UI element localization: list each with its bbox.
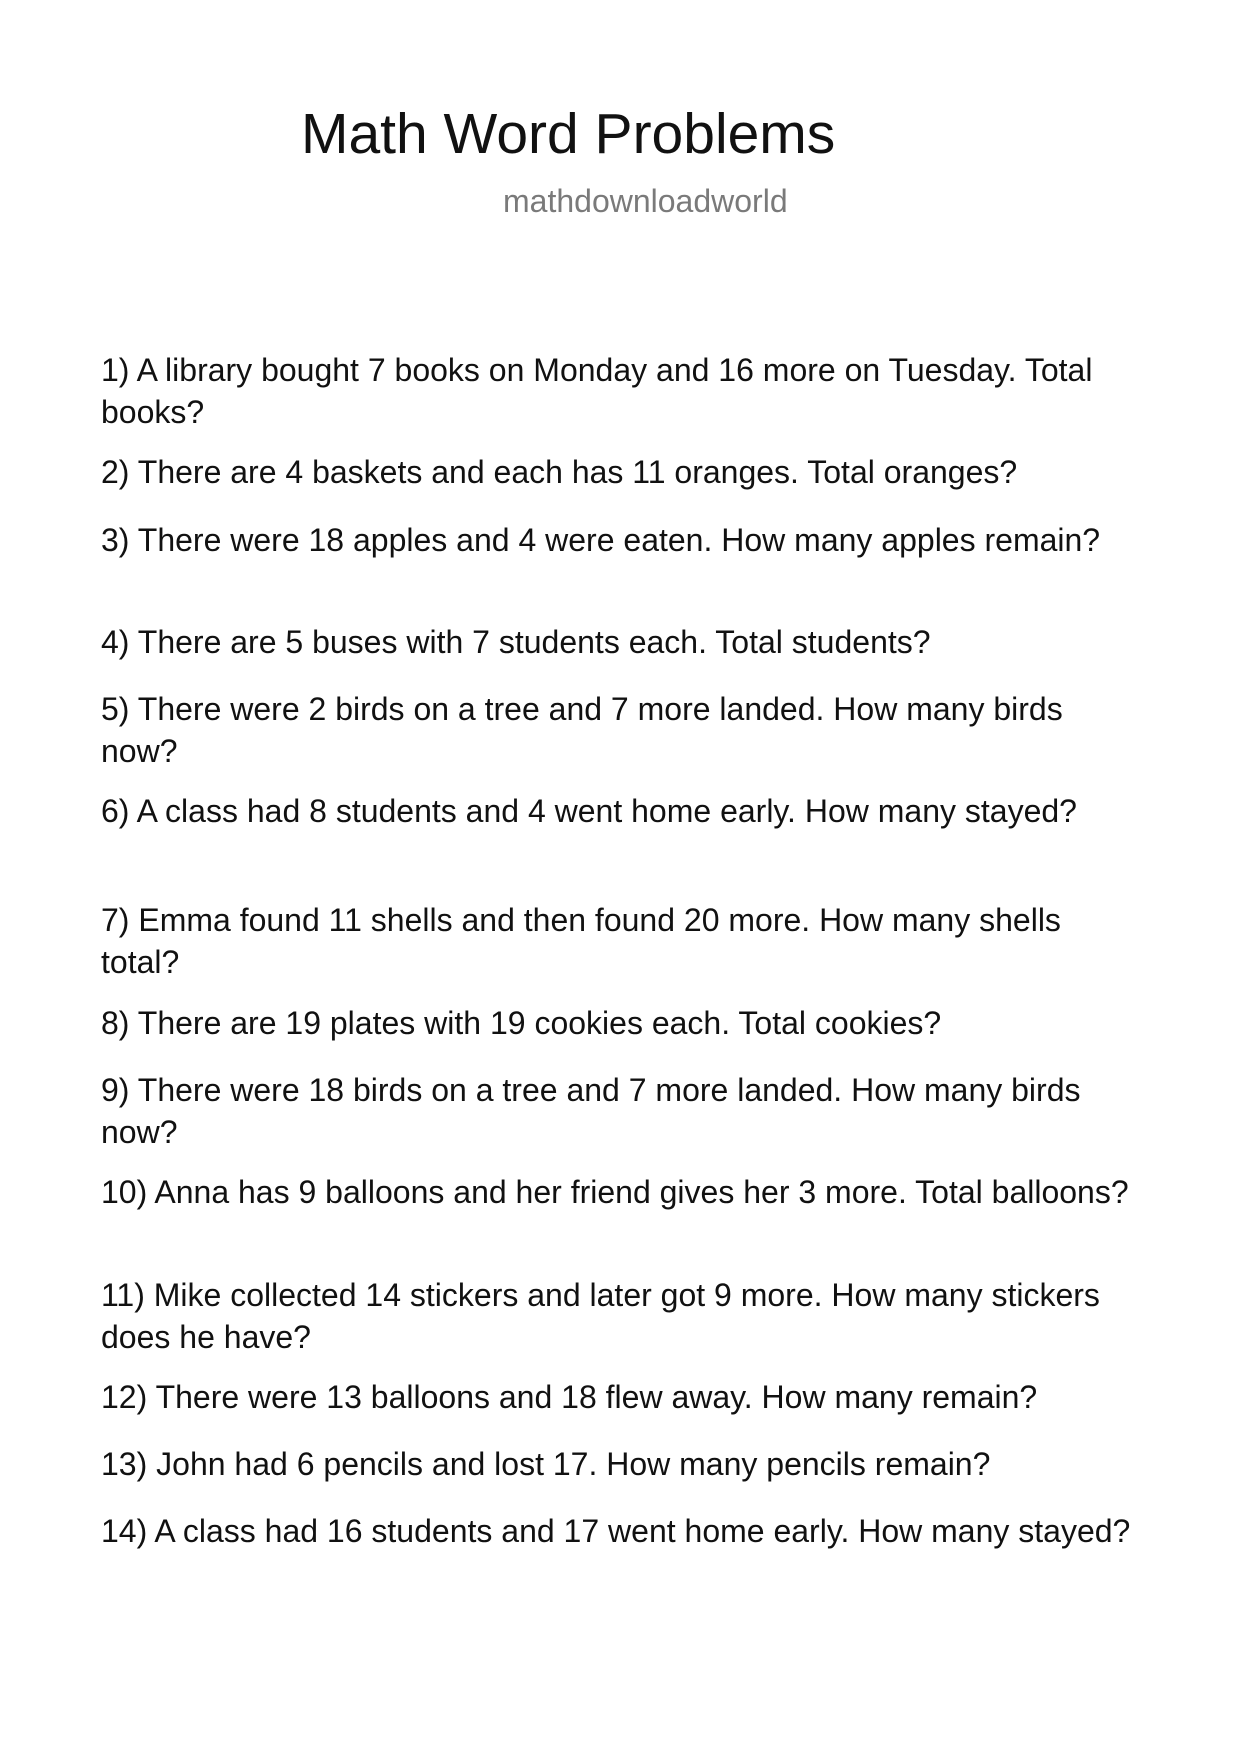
problem-item: 8) There are 19 plates with 19 cookies each. Total cookies? [101,1005,942,1041]
page-subtitle: mathdownloadworld [503,183,788,219]
problem-item: 5) There were 2 birds on a tree and 7 more landed. How many birds now? [101,691,1063,769]
problem-item: 14) A class had 16 students and 17 went home early. How many stayed? [101,1513,1131,1549]
problem-item: 13) John had 6 pencils and lost 17. How many pencils remain? [101,1446,991,1482]
problem-item: 1) A library bought 7 books on Monday and 16 more on Tuesday. Total books? [101,352,1093,430]
page-title: Math Word Problems [301,102,836,166]
problem-item: 12) There were 13 balloons and 18 flew away. How many remain? [101,1379,1038,1415]
problem-item: 10) Anna has 9 balloons and her friend gives her 3 more. Total balloons? [101,1174,1129,1210]
problem-item: 11) Mike collected 14 stickers and later got 9 more. How many stickers does he have? [101,1277,1100,1355]
problem-item: 3) There were 18 apples and 4 were eaten. How many apples remain? [101,522,1101,558]
problem-item: 4) There are 5 buses with 7 students each. Total students? [101,624,931,660]
problem-item: 7) Emma found 11 shells and then found 20 more. How many shells total? [101,902,1061,980]
problem-item: 9) There were 18 birds on a tree and 7 more landed. How many birds now? [101,1072,1081,1150]
problem-item: 2) There are 4 baskets and each has 11 oranges. Total oranges? [101,454,1018,490]
problem-item: 6) A class had 8 students and 4 went home early. How many stayed? [101,793,1077,829]
